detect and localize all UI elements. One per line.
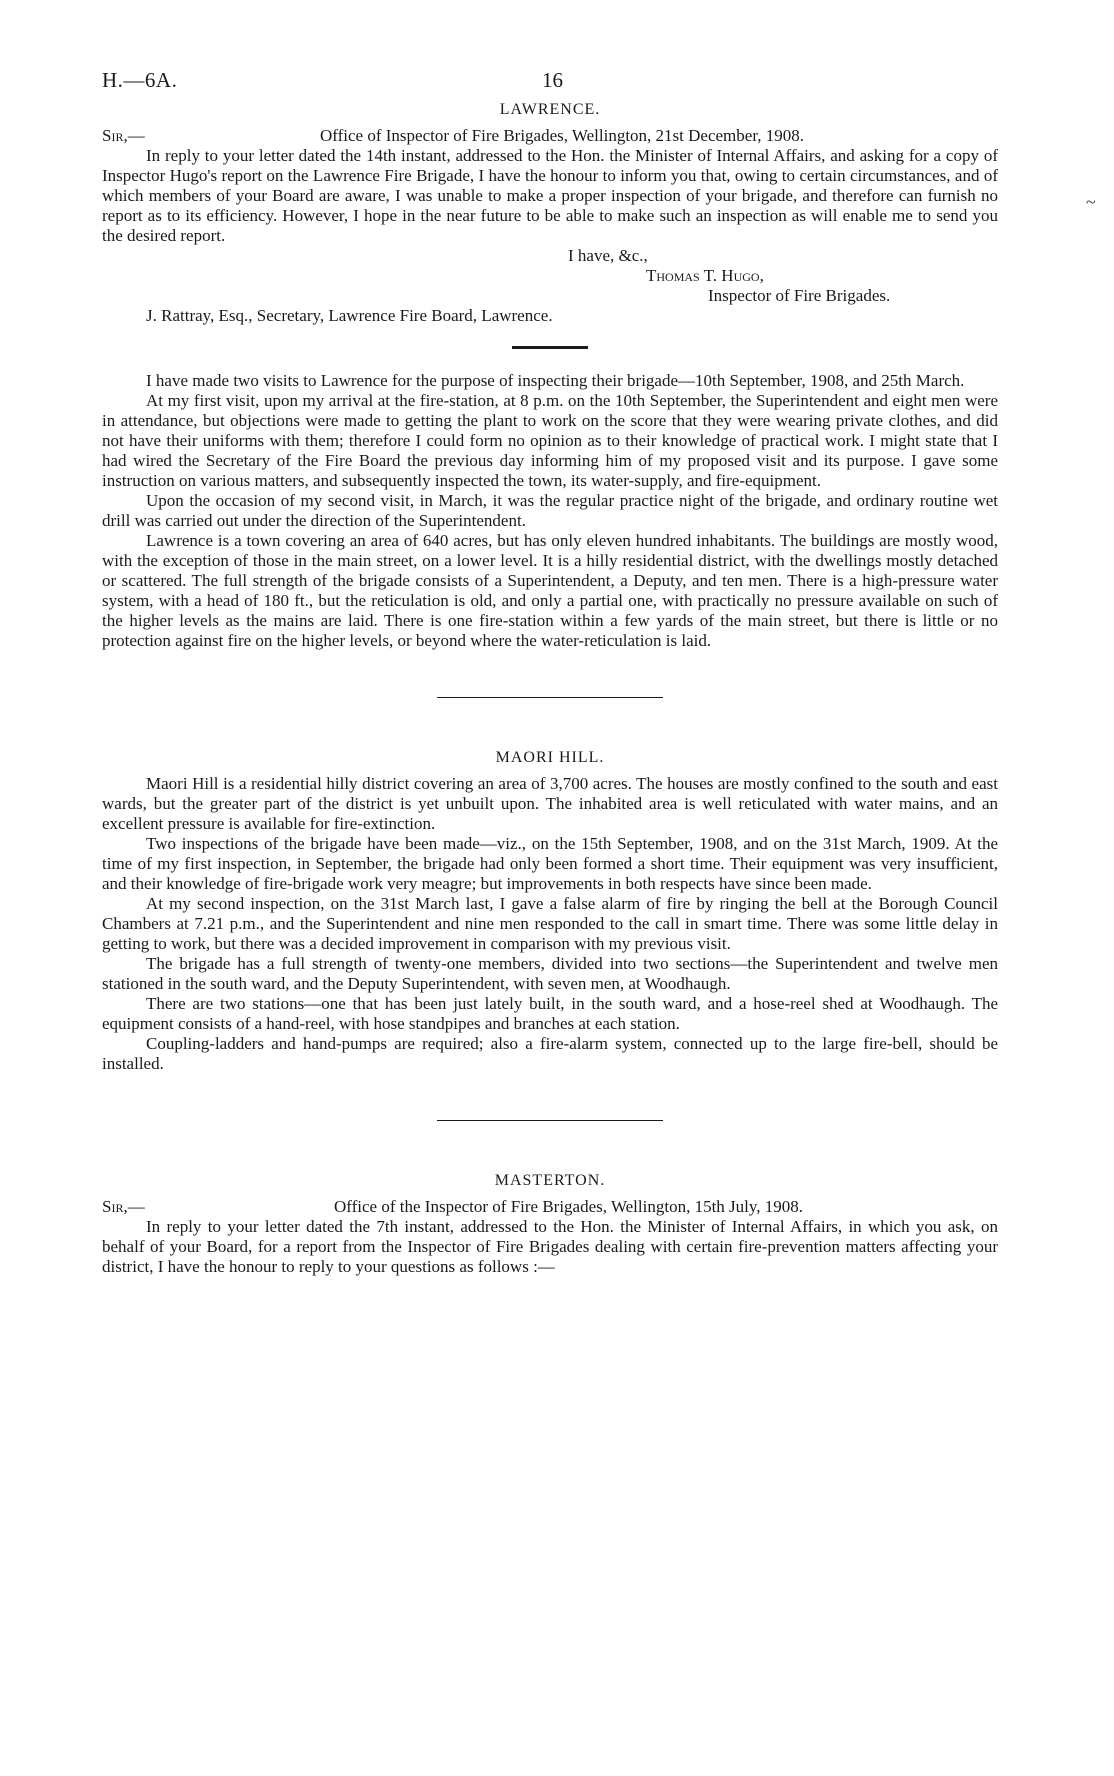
report-paragraph: At my second inspection, on the 31st March last, I gave a false alarm of fire by ringing the bell at the Borough Council Chambers at 7.21 p.m., and the Superintendent and nine men responded to the call in smart time. There was some little delay in getting to work, but there was a decided improvement in comparison with my previous visit. (102, 894, 998, 953)
document-page (102, 70, 998, 1277)
section-masterton (102, 1171, 998, 1277)
document-reference: H.—6A. (102, 68, 178, 92)
page-number: 16 (542, 68, 563, 92)
letter-paragraph: In reply to your letter dated the 14th instant, addressed to the Hon. the Minister of Internal Affairs, and asking for a copy of Inspector Hugo's report on the Lawrence Fire Brigade, I have the honour to inform you that, owing to certain circumstances, and of which members of your Board are aware, I was unable to make a proper inspection of your brigade, and therefore can furnish no report as to its efficiency. However, I hope in the near future to be able to make such an inspection as will enable me to send you the desired report. (102, 146, 998, 245)
margin-mark: ~ (1086, 192, 1096, 212)
report-paragraph: At my first visit, upon my arrival at the fire-station, at 8 p.m. on the 10th September, the Superintendent and eight men were in attendance, but objections were made to getting the plant to work on the score that they were wearing private clothes, and did not have their uniforms with them; therefore I could form no opinion as to their knowledge of practical work. I might state that I had wired the Secretary of the Fire Board the previous day informing him of my proposed visit and its purpose. I gave some instruction on various matters, and subsequently inspected the town, its water-supply, and fire-equipment. (102, 391, 998, 490)
report-paragraph: The brigade has a full strength of twenty-one members, divided into two sections—the Superintendent and twelve men stationed in the south ward, and the Deputy Superintendent, with seven men, at Woodhaugh. (102, 954, 998, 993)
closing: I have, &c., (568, 246, 648, 265)
page-header (102, 70, 998, 100)
report-paragraph: Upon the occasion of my second visit, in March, it was the regular practice night of the brigade, and ordinary routine wet drill was carried out under the direction of the Superintendent. (102, 491, 998, 530)
letter-signoff (102, 246, 998, 306)
salutation: Sir,— (102, 126, 145, 145)
section-maori-hill (102, 748, 998, 1074)
report-paragraph: I have made two visits to Lawrence for the purpose of inspecting their brigade—10th September, 1908, and 25th March. (146, 371, 965, 390)
report-paragraph: Two inspections of the brigade have been made—viz., on the 15th September, 1908, and on the 31st March, 1909. At the time of my first inspection, in September, the brigade had only been formed a short time. Their equipment was very insufficient, and their knowledge of fire-brigade work very meagre; but improvements in both respects have since been made. (102, 834, 998, 893)
signature-name: Thomas T. Hugo, (646, 266, 764, 285)
section-heading-lawrence: LAWRENCE. (499, 101, 601, 118)
report-paragraph: Lawrence is a town covering an area of 640 acres, but has only eleven hundred inhabitants. The buildings are mostly wood, with the exception of those in the main street, on a lower level. It is a hilly residential district, with the dwellings mostly detached or scattered. The full strength of the brigade consists of a Superintendent, a Deputy, and ten men. There is a high-pressure water system, with a head of 180 ft., but the reticulation is old, and only a partial one, with practically no pressure available on such of the higher levels as the mains are laid. There is one fire-station within a few yards of the main street, but there is little or no protection against fire on the higher levels, or beyond where the water-reticulation is laid. (102, 531, 998, 650)
letter-salutation-line (102, 1197, 998, 1217)
office-line: Office of the Inspector of Fire Brigades, Wellington, 15th July, 1908. (334, 1197, 804, 1216)
report-paragraph: Maori Hill is a residential hilly district covering an area of 3,700 acres. The houses are mostly confined to the south and east wards, but the greater part of the district is yet unbuilt upon. The inhabited area is well reticulated with water mains, and an excellent pressure is available for fire-extinction. (102, 774, 998, 833)
addressee: J. Rattray, Esq., Secretary, Lawrence Fire Board, Lawrence. (146, 306, 553, 325)
section-divider (437, 1120, 663, 1121)
section-divider (512, 346, 588, 349)
report-paragraph: There are two stations—one that has been just lately built, in the south ward, and a hose-reel shed at Woodhaugh. The equipment consists of a hand-reel, with hose standpipes and branches at each station. (102, 994, 998, 1033)
section-lawrence (102, 100, 998, 651)
section-heading-maori-hill: MAORI HILL. (495, 749, 605, 766)
report-paragraph: Coupling-ladders and hand-pumps are required; also a fire-alarm system, connected up to the large fire-bell, should be installed. (102, 1034, 998, 1073)
salutation: Sir,— (102, 1197, 145, 1216)
section-heading-masterton: MASTERTON. (494, 1172, 606, 1189)
signature-title: Inspector of Fire Brigades. (708, 286, 891, 305)
letter-salutation-line (102, 126, 998, 146)
section-divider (437, 697, 663, 698)
letter-paragraph: In reply to your letter dated the 7th instant, addressed to the Hon. the Minister of Internal Affairs, in which you ask, on behalf of your Board, for a report from the Inspector of Fire Brigades dealing with certain fire-prevention matters affecting your district, I have the honour to reply to your questions as follows :— (102, 1217, 998, 1276)
office-line: Office of Inspector of Fire Brigades, Wellington, 21st December, 1908. (320, 126, 805, 145)
